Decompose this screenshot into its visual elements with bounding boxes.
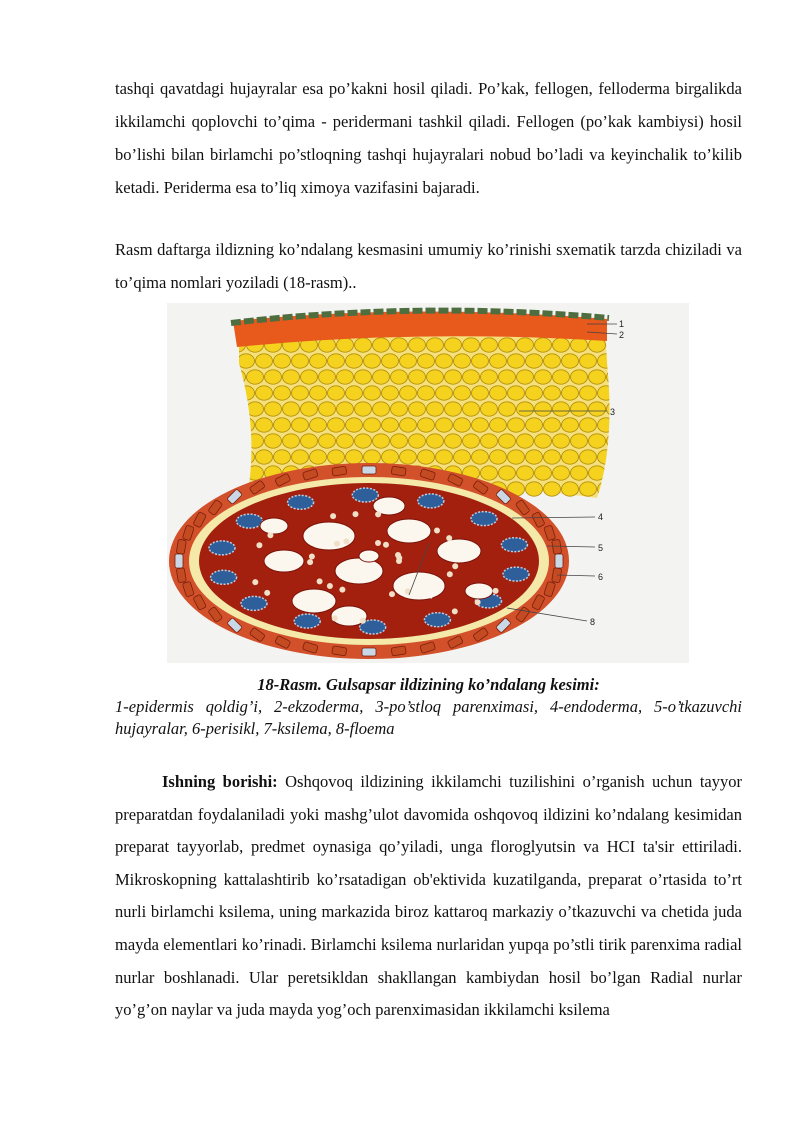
small-xylem-element	[353, 511, 359, 517]
parenchyma-cell	[436, 354, 453, 368]
parenchyma-cell	[526, 386, 543, 400]
parenchyma-cell	[427, 338, 444, 352]
small-xylem-element	[452, 608, 458, 614]
label-2: 2	[619, 330, 625, 340]
parenchyma-cell	[238, 386, 255, 400]
parenchyma-cell	[580, 450, 597, 464]
parenchyma-cell	[643, 338, 660, 352]
paragraph-drawing-instruction: Rasm daftarga ildizning ko’ndalang kesmasini umumiy ko’rinishi sxematik tarzda chiziladi va to’qima nomlari yoziladi (18-rasm)..	[115, 240, 742, 292]
parenchyma-cell	[481, 338, 498, 352]
parenchyma-cell	[499, 338, 516, 352]
parenchyma-cell	[463, 434, 480, 448]
parenchyma-cell	[490, 386, 507, 400]
parenchyma-cell	[517, 434, 534, 448]
parenchyma-cell	[346, 386, 363, 400]
parenchyma-cell	[607, 466, 624, 480]
parenchyma-cell	[481, 466, 498, 480]
parenchyma-cell	[652, 482, 669, 496]
parenchyma-cell	[292, 450, 309, 464]
parenchyma-cell	[526, 450, 543, 464]
parenchyma-cell	[337, 370, 354, 384]
parenchyma-cell	[625, 466, 642, 480]
parenchyma-cell	[616, 354, 633, 368]
small-xylem-element	[383, 542, 389, 548]
parenchyma-cell	[571, 338, 588, 352]
small-xylem-element	[334, 541, 340, 547]
label-8: 8	[590, 617, 596, 627]
parenchyma-cell	[535, 338, 552, 352]
small-xylem-element	[452, 563, 458, 569]
parenchyma-cell	[544, 386, 561, 400]
parenchyma-cell	[580, 418, 597, 432]
parenchyma-cell	[643, 434, 660, 448]
parenchyma-cell	[643, 370, 660, 384]
parenchyma-cell	[247, 370, 264, 384]
small-xylem-element	[395, 552, 401, 558]
parenchyma-cell	[499, 466, 516, 480]
small-xylem-element	[330, 513, 336, 519]
parenchyma-cell	[265, 370, 282, 384]
parenchyma-cell	[391, 434, 408, 448]
parenchyma-cell	[553, 434, 570, 448]
parenchyma-cell	[310, 386, 327, 400]
phloem-group	[211, 570, 237, 584]
xylem-vessel	[437, 539, 481, 563]
parenchyma-cell	[256, 418, 273, 432]
parenchyma-cell	[490, 418, 507, 432]
parenchyma-cell	[445, 370, 462, 384]
small-xylem-element	[307, 559, 313, 565]
root-cross-section-illustration	[167, 303, 689, 663]
parenchyma-cell	[238, 418, 255, 432]
parenchyma-cell	[400, 450, 417, 464]
parenchyma-cell	[571, 370, 588, 384]
small-xylem-element	[389, 591, 395, 597]
endoderm-cell	[362, 466, 376, 474]
parenchyma-cell	[589, 402, 606, 416]
parenchyma-cell	[499, 370, 516, 384]
small-xylem-element	[360, 618, 366, 624]
parenchyma-cell	[346, 418, 363, 432]
parenchyma-cell	[598, 482, 615, 496]
parenchyma-cell	[481, 370, 498, 384]
parenchyma-cell	[409, 370, 426, 384]
parenchyma-cell	[454, 354, 471, 368]
parenchyma-cell	[490, 450, 507, 464]
small-xylem-element	[434, 528, 440, 534]
parenchyma-cell	[355, 338, 372, 352]
label-7: 7	[429, 591, 435, 601]
endoderm-cell	[332, 466, 347, 476]
parenchyma-cell	[544, 418, 561, 432]
parenchyma-cell	[625, 434, 642, 448]
parenchyma-cell	[328, 386, 345, 400]
parenchyma-cell	[301, 402, 318, 416]
small-xylem-element	[332, 615, 338, 621]
parenchyma-cell	[535, 466, 552, 480]
parenchyma-cell	[634, 482, 651, 496]
parenchyma-cell	[265, 402, 282, 416]
endoderm-cell	[362, 648, 376, 656]
parenchyma-cell	[616, 418, 633, 432]
parenchyma-cell	[373, 338, 390, 352]
parenchyma-cell	[292, 386, 309, 400]
parenchyma-cell	[463, 338, 480, 352]
paragraph-procedure	[115, 766, 742, 1027]
parenchyma-cell	[364, 450, 381, 464]
parenchyma-cell	[292, 418, 309, 432]
parenchyma-cell	[598, 450, 615, 464]
parenchyma-cell	[301, 370, 318, 384]
parenchyma-cell	[409, 402, 426, 416]
parenchyma-cell	[364, 418, 381, 432]
parenchyma-cell	[589, 434, 606, 448]
parenchyma-cell	[265, 434, 282, 448]
label-6: 6	[598, 572, 604, 582]
small-xylem-element	[446, 535, 452, 541]
parenchyma-cell	[328, 418, 345, 432]
small-xylem-element	[493, 588, 499, 594]
parenchyma-cell	[247, 402, 264, 416]
parenchyma-cell	[229, 402, 246, 416]
parenchyma-cell	[472, 450, 489, 464]
small-xylem-element	[339, 587, 345, 593]
parenchyma-cell	[481, 402, 498, 416]
parenchyma-cell	[616, 482, 633, 496]
central-cylinder	[169, 463, 569, 659]
parenchyma-cell	[283, 402, 300, 416]
xylem-vessel	[387, 519, 431, 543]
parenchyma-cell	[346, 450, 363, 464]
parenchyma-cell	[472, 354, 489, 368]
parenchyma-cell	[256, 354, 273, 368]
small-xylem-element	[327, 583, 333, 589]
parenchyma-cell	[598, 354, 615, 368]
parenchyma-cell	[283, 370, 300, 384]
small-xylem-element	[267, 532, 273, 538]
parenchyma-cell	[562, 482, 579, 496]
parenchyma-cell	[625, 402, 642, 416]
parenchyma-cell	[625, 338, 642, 352]
phloem-group	[241, 596, 267, 610]
parenchyma-cell	[571, 402, 588, 416]
parenchyma-cell	[562, 354, 579, 368]
parenchyma-cell	[535, 434, 552, 448]
parenchyma-cell	[589, 370, 606, 384]
small-xylem-element	[475, 599, 481, 605]
parenchyma-cell	[508, 354, 525, 368]
parenchyma-cell	[427, 434, 444, 448]
parenchyma-cell	[373, 370, 390, 384]
parenchyma-cell	[238, 354, 255, 368]
small-xylem-element	[317, 578, 323, 584]
small-xylem-element	[309, 554, 315, 560]
parenchyma-cell	[445, 338, 462, 352]
parenchyma-cell	[526, 418, 543, 432]
parenchyma-cell	[427, 370, 444, 384]
parenchyma-cell	[652, 418, 669, 432]
parenchyma-cell	[274, 386, 291, 400]
small-xylem-element	[447, 571, 453, 577]
root-cross-section-figure	[167, 303, 689, 663]
parenchyma-cell	[256, 450, 273, 464]
parenchyma-cell	[553, 402, 570, 416]
endoderm-cell	[391, 466, 406, 476]
xylem-vessel	[359, 550, 379, 562]
parenchyma-cell	[598, 418, 615, 432]
parenchyma-cell	[454, 418, 471, 432]
parenchyma-cell	[418, 354, 435, 368]
parenchyma-cell	[319, 370, 336, 384]
parenchyma-cell	[517, 466, 534, 480]
parenchyma-cell	[337, 434, 354, 448]
endoderm-cell	[176, 568, 186, 583]
parenchyma-cell	[229, 466, 246, 480]
parenchyma-cell	[436, 450, 453, 464]
parenchyma-cell	[544, 482, 561, 496]
parenchyma-cell	[526, 354, 543, 368]
xylem-vessel	[303, 522, 355, 550]
parenchyma-cell	[274, 418, 291, 432]
parenchyma-cell	[445, 402, 462, 416]
parenchyma-cell	[247, 466, 264, 480]
parenchyma-cell	[598, 386, 615, 400]
parenchyma-cell	[472, 418, 489, 432]
parenchyma-cell	[508, 450, 525, 464]
endoderm-cell	[176, 539, 186, 554]
parenchyma-cell	[436, 418, 453, 432]
parenchyma-cell	[526, 482, 543, 496]
parenchyma-cell	[499, 402, 516, 416]
parenchyma-cell	[625, 370, 642, 384]
parenchyma-cell	[418, 450, 435, 464]
parenchyma-cell	[418, 418, 435, 432]
parenchyma-cell	[643, 466, 660, 480]
parenchyma-cell	[355, 434, 372, 448]
parenchyma-cell	[607, 370, 624, 384]
parenchyma-cell	[463, 370, 480, 384]
parenchyma-cell	[634, 418, 651, 432]
parenchyma-cell	[634, 354, 651, 368]
small-xylem-element	[256, 542, 262, 548]
parenchyma-cell	[580, 354, 597, 368]
procedure-text: Oshqovoq ildizining ikkilamchi tuzilishini o’rganish uchun tayyor preparatdan foydalaniladi yoki mashg’ulot davomida oshqovoq ildizini ko’ndalang kesimidan preparat tayyorlab, predmet oynasiga qo’yiladi, unga floroglyutsin va HCI ta'sir ettiriladi. Mikroskopning kattalashtirib ko’rsatadigan ob'ektivida kuzatilganda, preparat o’rtasida to’rt nurli birlamchi ksilema, uning markazida biroz kattaroq markaziy o’tkazuvchi va chetida juda mayda elementlari ko’rinadi. Birlamchi ksilema nurlaridan yupqa po’stli tirik parenxima radial nurlar boshlanadi. Ular peretsikldan shakllangan kambiydan hosil bo’lgan Radial nurlar yo’g’on naylar va juda mayda yog’och parenximasidan ikkilamchi ksilema	[115, 772, 742, 1020]
parenchyma-cell	[616, 386, 633, 400]
parenchyma-cell	[292, 354, 309, 368]
paragraph-periderm: tashqi qavatdagi hujayralar esa po’kakni hosil qiladi. Po’kak, fellogen, felloderma birgalikda ikkilamchi qoplovchi to’qima - peridermani tashkil qiladi. Fellogen (po’kak kambiysi) hosil bo’lishi bilan birlamchi po’stloqning tashqi hujayralari nobud bo’ladi va keyinchalik to’kilib ketadi. Periderma esa to’liq ximoya vazifasini bajaradi.	[115, 79, 742, 197]
parenchyma-cell	[328, 354, 345, 368]
parenchyma-cell	[634, 450, 651, 464]
parenchyma-cell	[454, 450, 471, 464]
parenchyma-cell	[445, 434, 462, 448]
parenchyma-cell	[337, 338, 354, 352]
parenchyma-cell	[310, 354, 327, 368]
endoderm-cell	[332, 646, 347, 656]
parenchyma-cell	[463, 402, 480, 416]
parenchyma-cell	[499, 434, 516, 448]
endoderm-cell	[555, 554, 563, 568]
small-xylem-element	[252, 579, 258, 585]
parenchyma-cell	[490, 354, 507, 368]
parenchyma-cell	[589, 466, 606, 480]
parenchyma-cell	[283, 434, 300, 448]
parenchyma-cell	[364, 386, 381, 400]
parenchyma-cell	[436, 386, 453, 400]
parenchyma-cell	[607, 434, 624, 448]
parenchyma-cell	[652, 386, 669, 400]
parenchyma-cell	[310, 418, 327, 432]
parenchyma-cell	[652, 354, 669, 368]
parenchyma-cell	[562, 450, 579, 464]
parenchyma-cell	[409, 338, 426, 352]
parenchyma-cell	[247, 434, 264, 448]
small-xylem-element	[264, 590, 270, 596]
phloem-group	[209, 541, 235, 555]
endoderm-cell	[391, 646, 406, 656]
parenchyma-cell	[643, 402, 660, 416]
parenchyma-cell	[580, 482, 597, 496]
small-xylem-element	[375, 540, 381, 546]
xylem-vessel	[260, 518, 288, 534]
phloem-group	[424, 613, 450, 627]
parenchyma-cell	[301, 434, 318, 448]
small-xylem-element	[375, 511, 381, 517]
parenchyma-cell	[319, 402, 336, 416]
parenchyma-cell	[382, 386, 399, 400]
phloem-group	[288, 495, 314, 509]
parenchyma-cell	[256, 386, 273, 400]
parenchyma-cell	[508, 386, 525, 400]
parenchyma-cell	[364, 354, 381, 368]
parenchyma-cell	[535, 402, 552, 416]
figure-caption-legend: 1-epidermis qoldig’i, 2-ekzoderma, 3-po’stloq parenximasi, 4-endoderma, 5-o’tkazuvchi hujayralar, 6-perisikl, 7-ksilema, 8-floema	[115, 697, 742, 738]
parenchyma-cell	[229, 434, 246, 448]
parenchyma-cell	[517, 370, 534, 384]
phloem-group	[501, 538, 527, 552]
parenchyma-cell	[472, 386, 489, 400]
parenchyma-cell	[580, 386, 597, 400]
parenchyma-cell	[274, 354, 291, 368]
xylem-vessel	[465, 583, 493, 599]
parenchyma-cell	[274, 450, 291, 464]
parenchyma-cell	[355, 402, 372, 416]
phloem-group	[237, 514, 263, 528]
parenchyma-cell	[553, 370, 570, 384]
parenchyma-cell	[418, 386, 435, 400]
endoderm-cell	[175, 554, 183, 568]
phloem-group	[418, 494, 444, 508]
parenchyma-cell	[382, 354, 399, 368]
parenchyma-cell	[391, 338, 408, 352]
small-xylem-element	[343, 538, 349, 544]
parenchyma-cell	[454, 386, 471, 400]
parenchyma-cell	[508, 418, 525, 432]
xylem-vessel	[393, 572, 445, 600]
endoderm-cell	[552, 539, 562, 554]
parenchyma-cell	[409, 434, 426, 448]
phloem-group	[352, 488, 378, 502]
parenchyma-cell	[400, 354, 417, 368]
parenchyma-cell	[382, 450, 399, 464]
parenchyma-cell	[517, 402, 534, 416]
phloem-group	[503, 567, 529, 581]
parenchyma-cell	[616, 450, 633, 464]
parenchyma-cell	[373, 434, 390, 448]
parenchyma-cell	[400, 418, 417, 432]
phloem-group	[471, 512, 497, 526]
parenchyma-cell	[562, 418, 579, 432]
parenchyma-cell	[400, 386, 417, 400]
parenchyma-cell	[517, 338, 534, 352]
parenchyma-cell	[481, 434, 498, 448]
label-4: 4	[598, 512, 604, 522]
parenchyma-cell	[382, 418, 399, 432]
parenchyma-cell	[346, 354, 363, 368]
parenchyma-cell	[544, 354, 561, 368]
parenchyma-cell	[562, 386, 579, 400]
parenchyma-cell	[553, 466, 570, 480]
phloem-group	[294, 614, 320, 628]
parenchyma-cell	[319, 434, 336, 448]
label-5: 5	[598, 543, 604, 553]
parenchyma-cell	[535, 370, 552, 384]
parenchyma-cell	[310, 450, 327, 464]
parenchyma-cell	[553, 338, 570, 352]
figure-caption-title: 18-Rasm. Gulsapsar ildizining ko’ndalang kesimi:	[257, 675, 600, 694]
parenchyma-cell	[544, 450, 561, 464]
parenchyma-cell	[391, 402, 408, 416]
parenchyma-cell	[328, 450, 345, 464]
parenchyma-cell	[229, 370, 246, 384]
xylem-vessel	[264, 550, 304, 572]
parenchyma-cell	[238, 450, 255, 464]
procedure-heading: Ishning borishi:	[162, 772, 278, 791]
label-1: 1	[619, 319, 625, 329]
xylem-vessel	[335, 558, 383, 584]
label-3: 3	[610, 407, 616, 417]
parenchyma-cell	[355, 370, 372, 384]
parenchyma-cell	[373, 402, 390, 416]
parenchyma-cell	[652, 450, 669, 464]
parenchyma-cell	[634, 386, 651, 400]
parenchyma-cell	[427, 402, 444, 416]
xylem-vessel	[292, 589, 336, 613]
parenchyma-cell	[337, 402, 354, 416]
parenchyma-cell	[391, 370, 408, 384]
parenchyma-cell	[571, 434, 588, 448]
parenchyma-cell	[571, 466, 588, 480]
